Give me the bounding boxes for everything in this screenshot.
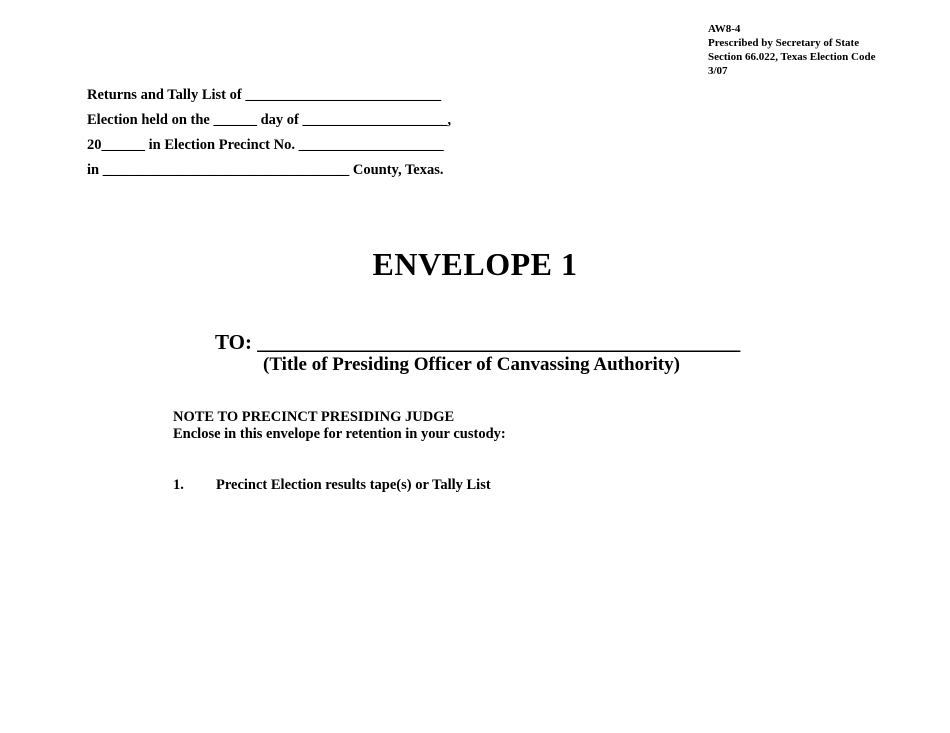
prescribed-by: Prescribed by Secretary of State (708, 37, 860, 49)
note-instruction: Enclose in this envelope for retention in your custody: (173, 426, 506, 442)
code-section: Section 66.022, Texas Election Code (708, 51, 876, 63)
to-line: TO: ______________________________________________ (215, 330, 741, 354)
precinct-line: 20______ in Election Precinct No. ____________________ (87, 137, 444, 153)
form-metadata (708, 22, 875, 78)
form-id: AW8-4 (708, 23, 741, 35)
page-title: ENVELOPE 1 (372, 246, 578, 282)
revision-date: 3/07 (708, 65, 728, 77)
county-line: in __________________________________ County, Texas. (87, 162, 444, 178)
returns-tally-line: Returns and Tally List of ___________________________ (87, 87, 442, 103)
to-subtitle: (Title of Presiding Officer of Canvassing Authority) (263, 354, 680, 375)
list-item-number: 1. (173, 477, 184, 493)
election-date-line: Election held on the ______ day of ____________________, (87, 112, 452, 128)
note-heading: NOTE TO PRECINCT PRESIDING JUDGE (173, 409, 455, 425)
list-item-text: Precinct Election results tape(s) or Tally List (216, 477, 491, 493)
